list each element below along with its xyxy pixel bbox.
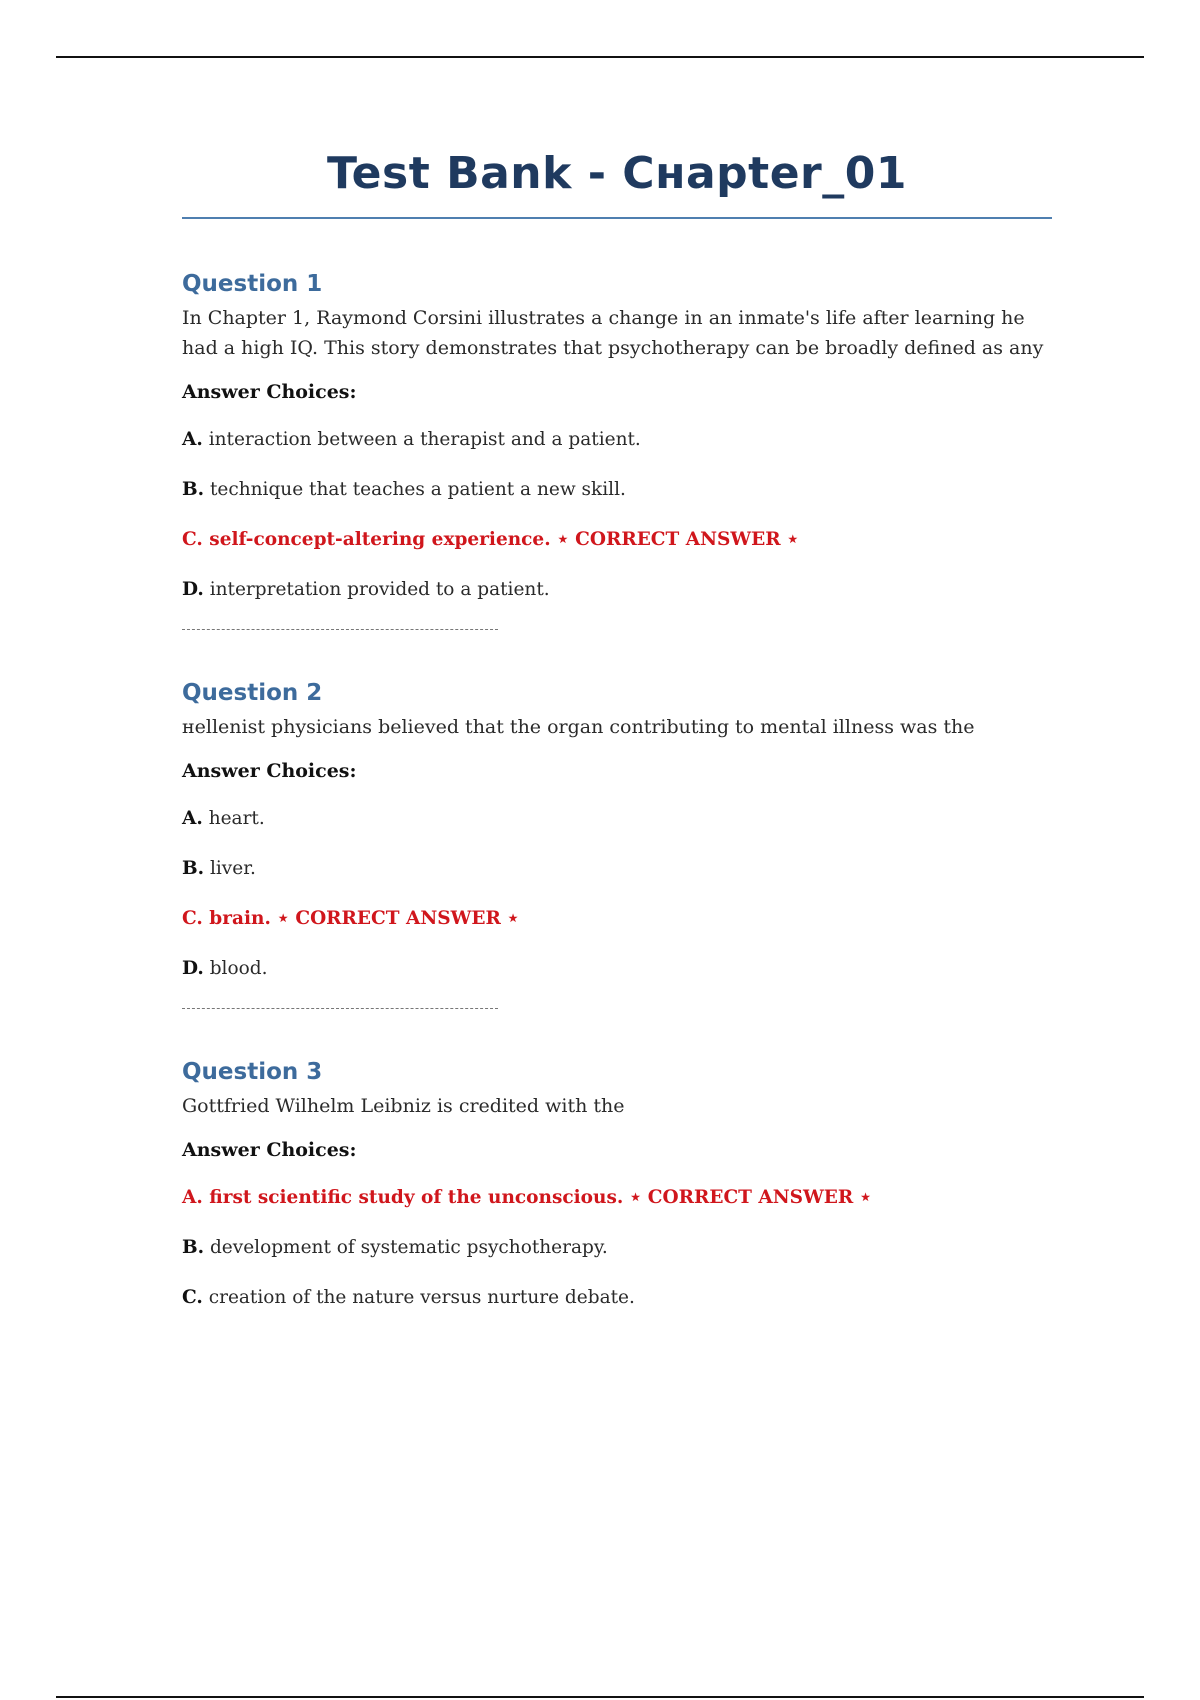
answer-choice: [182, 477, 1052, 503]
choice-text: creation of the nature versus nurture debate.: [208, 1287, 635, 1308]
choice-letter: B.: [182, 1237, 205, 1258]
choice-text: interaction between a therapist and a patient.: [208, 429, 641, 450]
bottom-rule: [56, 1696, 1144, 1698]
answer-choice: [182, 427, 1052, 453]
choice-letter: A.: [182, 429, 203, 450]
choice-text: blood.: [209, 958, 268, 979]
choice-text: heart.: [208, 808, 265, 829]
choice-text: interpretation provided to a patient.: [209, 579, 550, 600]
answer-choices-label: Answer Choices:: [182, 1139, 357, 1161]
question-block: [182, 680, 1052, 1009]
answer-choice: [182, 1235, 1052, 1261]
question-heading: Question 3: [182, 1059, 323, 1085]
choice-text: first scientific study of the unconscious. ⋆ CORRECT ANSWER ⋆: [209, 1187, 872, 1208]
choice-text: development of systematic psychotherapy.: [209, 1237, 608, 1258]
choice-text: self-concept-altering experience. ⋆ CORRECT ANSWER ⋆: [209, 529, 799, 550]
choice-letter: A.: [182, 1187, 203, 1208]
question-block: [182, 1059, 1052, 1311]
question-block: [182, 271, 1052, 630]
choice-letter: C.: [182, 529, 203, 550]
answer-choice: [182, 856, 1052, 882]
document-title: Test Bank - Cнapter_01: [182, 148, 1052, 219]
choice-letter: A.: [182, 808, 203, 829]
answer-choices-label: Answer Choices:: [182, 760, 357, 782]
choice-text: brain. ⋆ CORRECT ANSWER ⋆: [209, 908, 519, 929]
correct-answer-choice: [182, 1185, 1052, 1211]
answer-choice: [182, 956, 1052, 982]
question-separator: [182, 1008, 498, 1009]
question-text: In Chapter 1, Raymond Corsini illustrates a change in an inmate's life after learning he had a high IQ. This story demonstrates that psychotherapy can be broadly defined as any: [182, 307, 1044, 359]
document-page: [182, 148, 1052, 1311]
top-rule: [56, 56, 1144, 58]
choice-text: liver.: [209, 858, 256, 879]
choice-letter: D.: [182, 579, 204, 600]
answer-choice: [182, 1285, 1052, 1311]
choice-text: technique that teaches a patient a new skill.: [209, 479, 626, 500]
correct-answer-choice: [182, 906, 1052, 932]
correct-answer-choice: [182, 527, 1052, 553]
question-heading: Question 2: [182, 680, 323, 706]
choice-letter: C.: [182, 908, 203, 929]
question-text: нellenist physicians believed that the organ contributing to mental illness was the: [182, 716, 975, 738]
question-separator: [182, 629, 498, 630]
answer-choice: [182, 806, 1052, 832]
question-heading: Question 1: [182, 271, 323, 297]
question-text: Gottfried Wilhelm Leibniz is credited with the: [182, 1095, 625, 1117]
choice-letter: B.: [182, 479, 205, 500]
choice-letter: D.: [182, 958, 204, 979]
answer-choices-label: Answer Choices:: [182, 381, 357, 403]
choice-letter: B.: [182, 858, 205, 879]
answer-choice: [182, 577, 1052, 603]
choice-letter: C.: [182, 1287, 203, 1308]
